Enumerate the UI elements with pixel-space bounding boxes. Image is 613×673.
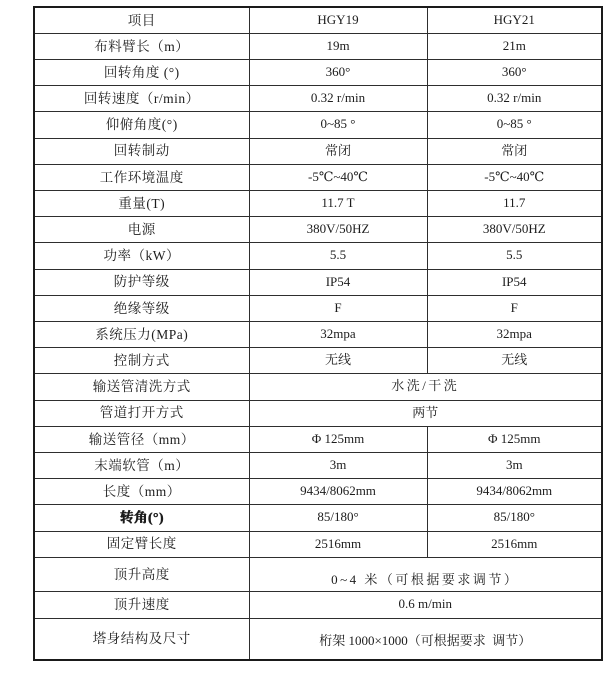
row-fixed-arm-length xyxy=(34,531,602,557)
protection-class-label: 防护等级 xyxy=(34,269,249,295)
pipe-diameter-hgy19: Φ 125mm xyxy=(249,426,427,452)
row-rotation-angle xyxy=(34,505,602,531)
row-pipe-opening-method xyxy=(34,400,602,426)
row-insulation-class xyxy=(34,295,602,321)
row-slewing-brake xyxy=(34,138,602,164)
row-slewing-speed xyxy=(34,86,602,112)
system-pressure-hgy21: 32mpa xyxy=(427,321,602,347)
tower-structure-label: 塔身结构及尺寸 xyxy=(34,618,249,660)
working-temperature-hgy19: -5℃~40℃ xyxy=(249,164,427,190)
jacking-speed-value: 0.6 m/min xyxy=(249,592,602,618)
row-weight xyxy=(34,190,602,216)
slewing-brake-hgy19: 常闭 xyxy=(249,138,427,164)
pipe-cleaning-method-value: 水洗/干洗 xyxy=(249,374,602,400)
end-hose-hgy21: 3m xyxy=(427,452,602,478)
row-pipe-diameter xyxy=(34,426,602,452)
length-hgy21: 9434/8062mm xyxy=(427,479,602,505)
length-label: 长度（mm） xyxy=(34,479,249,505)
control-mode-hgy21: 无线 xyxy=(427,348,602,374)
control-mode-label: 控制方式 xyxy=(34,348,249,374)
insulation-class-label: 绝缘等级 xyxy=(34,295,249,321)
row-jacking-height xyxy=(34,557,602,592)
power-supply-hgy21: 380V/50HZ xyxy=(427,217,602,243)
header-item-label: 项目 xyxy=(34,7,249,33)
slewing-brake-label: 回转制动 xyxy=(34,138,249,164)
boom-length-hgy19: 19m xyxy=(249,33,427,59)
row-length xyxy=(34,479,602,505)
jacking-speed-label: 顶升速度 xyxy=(34,592,249,618)
power-hgy21: 5.5 xyxy=(427,243,602,269)
row-tower-structure xyxy=(34,618,602,660)
insulation-class-hgy21: F xyxy=(427,295,602,321)
control-mode-hgy19: 无线 xyxy=(249,348,427,374)
slewing-angle-hgy21: 360° xyxy=(427,59,602,85)
header-row xyxy=(34,7,602,33)
boom-length-label: 布料臂长（m） xyxy=(34,33,249,59)
row-end-hose xyxy=(34,452,602,478)
pipe-opening-method-label: 管道打开方式 xyxy=(34,400,249,426)
header-model1: HGY19 xyxy=(249,7,427,33)
slewing-angle-hgy19: 360° xyxy=(249,59,427,85)
pipe-opening-method-value: 两节 xyxy=(249,400,602,426)
row-power xyxy=(34,243,602,269)
rotation-angle-label: 转角(°) xyxy=(34,505,249,531)
slewing-speed-label: 回转速度（r/min） xyxy=(34,86,249,112)
weight-hgy21: 11.7 xyxy=(427,190,602,216)
row-luffing-angle xyxy=(34,112,602,138)
end-hose-label: 末端软管（m） xyxy=(34,452,249,478)
pipe-diameter-label: 输送管径（mm） xyxy=(34,426,249,452)
fixed-arm-length-hgy21: 2516mm xyxy=(427,531,602,557)
pipe-cleaning-method-label: 输送管清洗方式 xyxy=(34,374,249,400)
rotation-angle-hgy19: 85/180° xyxy=(249,505,427,531)
row-power-supply xyxy=(34,217,602,243)
rotation-angle-hgy21: 85/180° xyxy=(427,505,602,531)
power-hgy19: 5.5 xyxy=(249,243,427,269)
header-model2: HGY21 xyxy=(427,7,602,33)
insulation-class-hgy19: F xyxy=(249,295,427,321)
luffing-angle-label: 仰俯角度(°) xyxy=(34,112,249,138)
power-supply-label: 电源 xyxy=(34,217,249,243)
row-working-temperature xyxy=(34,164,602,190)
slewing-speed-hgy19: 0.32 r/min xyxy=(249,86,427,112)
spec-table xyxy=(33,6,603,661)
power-supply-hgy19: 380V/50HZ xyxy=(249,217,427,243)
weight-hgy19: 11.7 T xyxy=(249,190,427,216)
luffing-angle-hgy19: 0~85 ° xyxy=(249,112,427,138)
slewing-brake-hgy21: 常闭 xyxy=(427,138,602,164)
weight-label: 重量(T) xyxy=(34,190,249,216)
jacking-height-value: 0~4 米（可根据要求调节） xyxy=(249,557,602,592)
slewing-speed-hgy21: 0.32 r/min xyxy=(427,86,602,112)
protection-class-hgy21: IP54 xyxy=(427,269,602,295)
system-pressure-hgy19: 32mpa xyxy=(249,321,427,347)
row-boom-length xyxy=(34,33,602,59)
slewing-angle-label: 回转角度 (°) xyxy=(34,59,249,85)
row-control-mode xyxy=(34,348,602,374)
system-pressure-label: 系统压力(MPa) xyxy=(34,321,249,347)
tower-structure-value: 桁架 1000×1000（可根据要求 调节） xyxy=(249,618,602,660)
jacking-height-label: 顶升高度 xyxy=(34,557,249,592)
protection-class-hgy19: IP54 xyxy=(249,269,427,295)
working-temperature-label: 工作环境温度 xyxy=(34,164,249,190)
luffing-angle-hgy21: 0~85 ° xyxy=(427,112,602,138)
working-temperature-hgy21: -5℃~40℃ xyxy=(427,164,602,190)
row-system-pressure xyxy=(34,321,602,347)
boom-length-hgy21: 21m xyxy=(427,33,602,59)
end-hose-hgy19: 3m xyxy=(249,452,427,478)
row-protection-class xyxy=(34,269,602,295)
row-jacking-speed xyxy=(34,592,602,618)
fixed-arm-length-hgy19: 2516mm xyxy=(249,531,427,557)
pipe-diameter-hgy21: Φ 125mm xyxy=(427,426,602,452)
row-pipe-cleaning-method xyxy=(34,374,602,400)
row-slewing-angle xyxy=(34,59,602,85)
power-label: 功率（kW） xyxy=(34,243,249,269)
fixed-arm-length-label: 固定臂长度 xyxy=(34,531,249,557)
length-hgy19: 9434/8062mm xyxy=(249,479,427,505)
